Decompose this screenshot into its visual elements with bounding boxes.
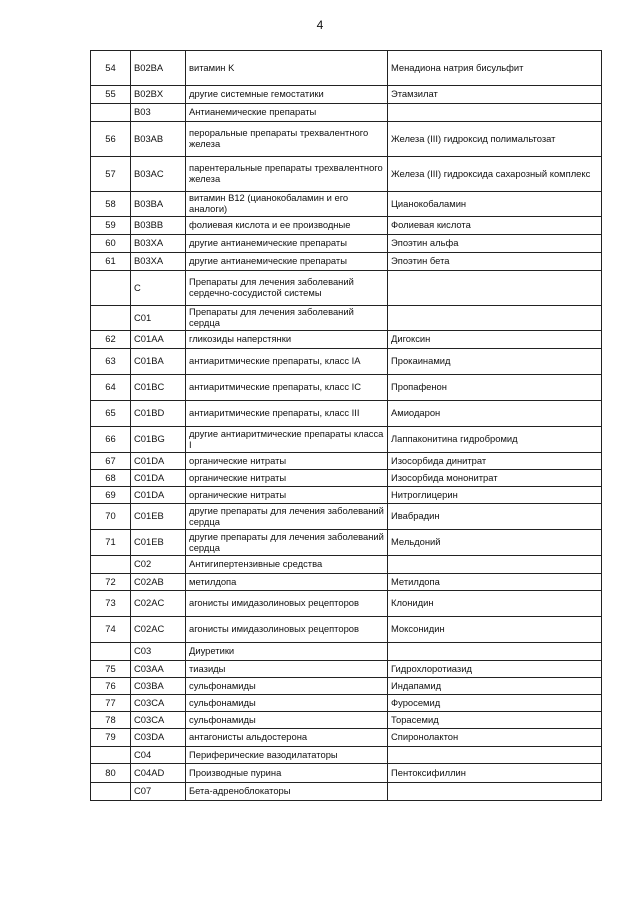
row-number-cell [91, 643, 131, 661]
drug-name-cell: Фуросемид [388, 695, 602, 712]
drug-name-cell: Менадиона натрия бисульфит [388, 51, 602, 86]
drug-name-cell: Прокаинамид [388, 349, 602, 375]
row-number-cell: 76 [91, 678, 131, 695]
table-row [91, 678, 602, 695]
table-row [91, 349, 602, 375]
pharmacological-group-cell: витамин K [186, 51, 388, 86]
row-number-cell: 57 [91, 157, 131, 192]
row-number-cell: 68 [91, 470, 131, 487]
table-row [91, 764, 602, 783]
row-number-cell: 60 [91, 235, 131, 253]
drug-name-cell: Железа (III) гидроксида сахарозный комплекс [388, 157, 602, 192]
drug-name-cell: Лаппаконитина гидробромид [388, 427, 602, 453]
atc-code-cell: C07 [131, 783, 186, 801]
pharmacological-group-cell: органические нитраты [186, 487, 388, 504]
table-row [91, 643, 602, 661]
row-number-cell: 72 [91, 574, 131, 591]
pharmacological-group-cell: Периферические вазодилататоры [186, 747, 388, 764]
pharmacological-group-cell: Препараты для лечения заболеваний сердца [186, 306, 388, 331]
table-row [91, 695, 602, 712]
row-number-cell: 80 [91, 764, 131, 783]
drug-name-cell: Железа (III) гидроксид полимальтозат [388, 122, 602, 157]
table-row [91, 235, 602, 253]
table-row [91, 427, 602, 453]
table-row [91, 253, 602, 271]
pharmacological-group-cell: другие препараты для лечения заболеваний сердца [186, 530, 388, 556]
row-number-cell [91, 556, 131, 574]
atc-code-cell: C01BC [131, 375, 186, 401]
pharmacological-group-cell: другие антианемические препараты [186, 253, 388, 271]
row-number-cell: 66 [91, 427, 131, 453]
atc-code-cell: C01EB [131, 504, 186, 530]
drug-list-table [90, 50, 602, 801]
drug-name-cell: Метилдопа [388, 574, 602, 591]
table-row [91, 271, 602, 306]
atc-code-cell: C03CA [131, 695, 186, 712]
drug-name-cell: Цианокобаламин [388, 192, 602, 217]
row-number-cell: 64 [91, 375, 131, 401]
atc-code-cell: B03 [131, 104, 186, 122]
row-number-cell: 56 [91, 122, 131, 157]
table-body [91, 51, 602, 801]
atc-code-cell: B03AC [131, 157, 186, 192]
drug-name-cell: Эпоэтин бета [388, 253, 602, 271]
pharmacological-group-cell: другие системные гемостатики [186, 86, 388, 104]
row-number-cell: 79 [91, 729, 131, 747]
atc-code-cell: C01DA [131, 487, 186, 504]
atc-code-cell: C02AC [131, 617, 186, 643]
row-number-cell: 58 [91, 192, 131, 217]
atc-code-cell: C03 [131, 643, 186, 661]
row-number-cell: 63 [91, 349, 131, 375]
row-number-cell: 59 [91, 217, 131, 235]
pharmacological-group-cell: Антигипертензивные средства [186, 556, 388, 574]
atc-code-cell: C01BA [131, 349, 186, 375]
pharmacological-group-cell: сульфонамиды [186, 695, 388, 712]
table-row [91, 487, 602, 504]
atc-code-cell: B03XA [131, 235, 186, 253]
atc-code-cell: C04 [131, 747, 186, 764]
row-number-cell: 54 [91, 51, 131, 86]
row-number-cell: 62 [91, 331, 131, 349]
pharmacological-group-cell: Производные пурина [186, 764, 388, 783]
row-number-cell: 65 [91, 401, 131, 427]
drug-name-cell: Гидрохлоротиазид [388, 661, 602, 678]
table-row [91, 591, 602, 617]
atc-code-cell: C01EB [131, 530, 186, 556]
table-row [91, 530, 602, 556]
row-number-cell [91, 783, 131, 801]
atc-code-cell: C01DA [131, 453, 186, 470]
pharmacological-group-cell: фолиевая кислота и ее производные [186, 217, 388, 235]
table-row [91, 104, 602, 122]
drug-name-cell [388, 783, 602, 801]
atc-code-cell: B03XA [131, 253, 186, 271]
drug-name-cell [388, 747, 602, 764]
row-number-cell: 71 [91, 530, 131, 556]
atc-code-cell: B03BB [131, 217, 186, 235]
drug-name-cell: Изосорбида мононитрат [388, 470, 602, 487]
table-row [91, 453, 602, 470]
table-row [91, 331, 602, 349]
pharmacological-group-cell: тиазиды [186, 661, 388, 678]
drug-name-cell: Нитроглицерин [388, 487, 602, 504]
atc-code-cell: C03CA [131, 712, 186, 729]
table-row [91, 157, 602, 192]
pharmacological-group-cell: Диуретики [186, 643, 388, 661]
pharmacological-group-cell: Антианемические препараты [186, 104, 388, 122]
atc-code-cell: C02 [131, 556, 186, 574]
pharmacological-group-cell: Бета-адреноблокаторы [186, 783, 388, 801]
drug-name-cell: Индапамид [388, 678, 602, 695]
table-row [91, 401, 602, 427]
atc-code-cell: B03AB [131, 122, 186, 157]
pharmacological-group-cell: органические нитраты [186, 470, 388, 487]
table-row [91, 556, 602, 574]
row-number-cell: 74 [91, 617, 131, 643]
atc-code-cell: C02AC [131, 591, 186, 617]
pharmacological-group-cell: другие антиаритмические препараты класса I [186, 427, 388, 453]
pharmacological-group-cell: витамин B12 (цианокобаламин и его аналоги) [186, 192, 388, 217]
row-number-cell: 55 [91, 86, 131, 104]
pharmacological-group-cell: метилдопа [186, 574, 388, 591]
atc-code-cell: B02BA [131, 51, 186, 86]
atc-code-cell: C02AB [131, 574, 186, 591]
atc-code-cell: C04AD [131, 764, 186, 783]
atc-code-cell: C03AA [131, 661, 186, 678]
drug-name-cell: Моксонидин [388, 617, 602, 643]
pharmacological-group-cell: гликозиды наперстянки [186, 331, 388, 349]
row-number-cell: 77 [91, 695, 131, 712]
drug-name-cell: Амиодарон [388, 401, 602, 427]
atc-code-cell: C01AA [131, 331, 186, 349]
row-number-cell: 67 [91, 453, 131, 470]
drug-name-cell [388, 556, 602, 574]
pharmacological-group-cell: другие антианемические препараты [186, 235, 388, 253]
pharmacological-group-cell: сульфонамиды [186, 678, 388, 695]
drug-name-cell [388, 104, 602, 122]
row-number-cell [91, 104, 131, 122]
atc-code-cell: C01 [131, 306, 186, 331]
drug-name-cell [388, 306, 602, 331]
pharmacological-group-cell: антиаритмические препараты, класс IA [186, 349, 388, 375]
table-row [91, 51, 602, 86]
atc-code-cell: C01BD [131, 401, 186, 427]
atc-code-cell: C01BG [131, 427, 186, 453]
pharmacological-group-cell: другие препараты для лечения заболеваний сердца [186, 504, 388, 530]
table-row [91, 617, 602, 643]
drug-name-cell: Клонидин [388, 591, 602, 617]
pharmacological-group-cell: антагонисты альдостерона [186, 729, 388, 747]
atc-code-cell: C [131, 271, 186, 306]
drug-name-cell [388, 643, 602, 661]
row-number-cell: 75 [91, 661, 131, 678]
drug-name-cell: Эпоэтин альфа [388, 235, 602, 253]
table-row [91, 375, 602, 401]
pharmacological-group-cell: сульфонамиды [186, 712, 388, 729]
atc-code-cell: C01DA [131, 470, 186, 487]
drug-name-cell: Пентоксифиллин [388, 764, 602, 783]
row-number-cell [91, 271, 131, 306]
pharmacological-group-cell: антиаритмические препараты, класс III [186, 401, 388, 427]
pharmacological-group-cell: антиаритмические препараты, класс IC [186, 375, 388, 401]
table-row [91, 783, 602, 801]
table-row [91, 504, 602, 530]
table-row [91, 661, 602, 678]
atc-code-cell: B03BA [131, 192, 186, 217]
pharmacological-group-cell: Препараты для лечения заболеваний сердечно-сосудистой системы [186, 271, 388, 306]
atc-code-cell: C03BA [131, 678, 186, 695]
page-number: 4 [316, 18, 324, 32]
row-number-cell [91, 747, 131, 764]
table-row [91, 470, 602, 487]
drug-name-cell: Этамзилат [388, 86, 602, 104]
row-number-cell: 78 [91, 712, 131, 729]
drug-name-cell: Изосорбида динитрат [388, 453, 602, 470]
table-row [91, 729, 602, 747]
row-number-cell [91, 306, 131, 331]
atc-code-cell: B02BX [131, 86, 186, 104]
table-row [91, 217, 602, 235]
table-row [91, 712, 602, 729]
table-row [91, 747, 602, 764]
drug-name-cell [388, 271, 602, 306]
row-number-cell: 69 [91, 487, 131, 504]
table-row [91, 122, 602, 157]
table-row [91, 192, 602, 217]
drug-name-cell: Торасемид [388, 712, 602, 729]
table-row [91, 86, 602, 104]
atc-code-cell: C03DA [131, 729, 186, 747]
pharmacological-group-cell: пероральные препараты трехвалентного железа [186, 122, 388, 157]
pharmacological-group-cell: агонисты имидазолиновых рецепторов [186, 591, 388, 617]
drug-name-cell: Спиронолактон [388, 729, 602, 747]
pharmacological-group-cell: парентеральные препараты трехвалентного железа [186, 157, 388, 192]
drug-name-cell: Мельдоний [388, 530, 602, 556]
drug-name-cell: Ивабрадин [388, 504, 602, 530]
drug-name-cell: Дигоксин [388, 331, 602, 349]
pharmacological-group-cell: агонисты имидазолиновых рецепторов [186, 617, 388, 643]
pharmacological-group-cell: органические нитраты [186, 453, 388, 470]
drug-name-cell: Фолиевая кислота [388, 217, 602, 235]
row-number-cell: 70 [91, 504, 131, 530]
drug-name-cell: Пропафенон [388, 375, 602, 401]
table-row [91, 574, 602, 591]
row-number-cell: 73 [91, 591, 131, 617]
table-row [91, 306, 602, 331]
row-number-cell: 61 [91, 253, 131, 271]
